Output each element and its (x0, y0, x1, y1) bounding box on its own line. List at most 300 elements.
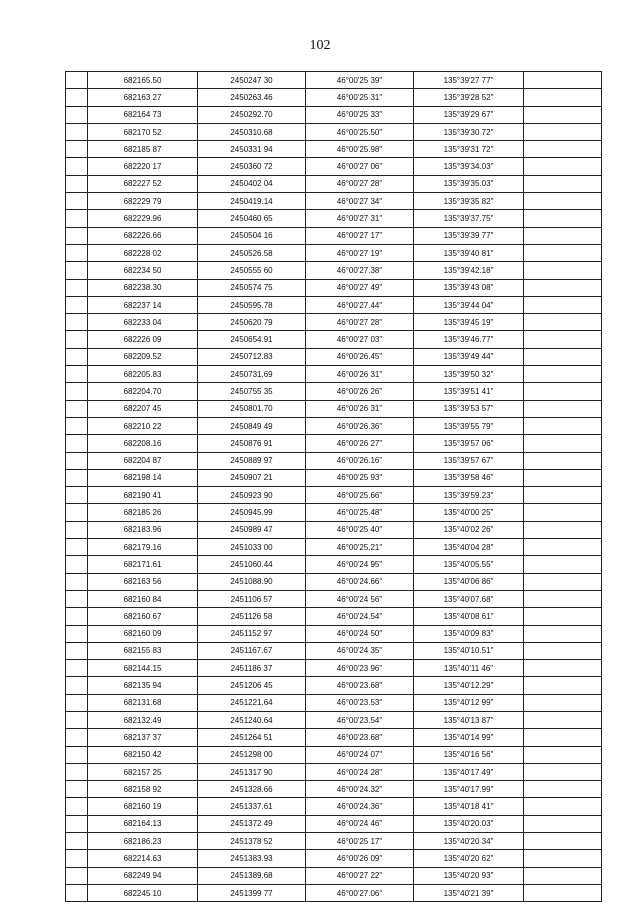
blank-cell (524, 729, 602, 746)
x-coordinate-cell: 682155 83 (88, 642, 198, 659)
latitude-cell: 46°00'27.06" (306, 884, 414, 901)
index-cell (66, 625, 88, 642)
index-cell (66, 158, 88, 175)
blank-cell (524, 158, 602, 175)
blank-cell (524, 348, 602, 365)
x-coordinate-cell: 682249 94 (88, 867, 198, 884)
x-coordinate-cell: 682190 41 (88, 487, 198, 504)
table-row (66, 521, 602, 538)
blank-cell (524, 694, 602, 711)
y-coordinate-cell: 2451399 77 (198, 884, 306, 901)
index-cell (66, 642, 88, 659)
latitude-cell: 46°00'27.44" (306, 296, 414, 313)
latitude-cell: 46°00'25 33" (306, 106, 414, 123)
x-coordinate-cell: 682185 87 (88, 141, 198, 158)
longitude-cell: 135°39'30 72" (414, 123, 524, 140)
table-row (66, 833, 602, 850)
y-coordinate-cell: 2450360 72 (198, 158, 306, 175)
index-cell (66, 400, 88, 417)
latitude-cell: 46°00'26 31" (306, 400, 414, 417)
table-row (66, 400, 602, 417)
blank-cell (524, 383, 602, 400)
blank-cell (524, 227, 602, 244)
x-coordinate-cell: 682228 02 (88, 244, 198, 261)
index-cell (66, 469, 88, 486)
blank-cell (524, 867, 602, 884)
table-row (66, 850, 602, 867)
table-row (66, 210, 602, 227)
longitude-cell: 135°40'20 62" (414, 850, 524, 867)
x-coordinate-cell: 682137 37 (88, 729, 198, 746)
table-row (66, 72, 602, 89)
y-coordinate-cell: 2451033 00 (198, 539, 306, 556)
x-coordinate-cell: 682179.16 (88, 539, 198, 556)
table-row (66, 781, 602, 798)
x-coordinate-cell: 682226.66 (88, 227, 198, 244)
blank-cell (524, 400, 602, 417)
index-cell (66, 833, 88, 850)
x-coordinate-cell: 682238.30 (88, 279, 198, 296)
table-row (66, 244, 602, 261)
blank-cell (524, 366, 602, 383)
y-coordinate-cell: 2450755 35 (198, 383, 306, 400)
x-coordinate-cell: 682227 52 (88, 175, 198, 192)
blank-cell (524, 763, 602, 780)
longitude-cell: 135°39'58 46" (414, 469, 524, 486)
index-cell (66, 383, 88, 400)
y-coordinate-cell: 2450419.14 (198, 193, 306, 210)
y-coordinate-cell: 2450292.70 (198, 106, 306, 123)
table-row (66, 746, 602, 763)
y-coordinate-cell: 2451337.61 (198, 798, 306, 815)
blank-cell (524, 556, 602, 573)
x-coordinate-cell: 682158 92 (88, 781, 198, 798)
index-cell (66, 608, 88, 625)
x-coordinate-cell: 682208.16 (88, 435, 198, 452)
x-coordinate-cell: 682214.63 (88, 850, 198, 867)
latitude-cell: 46°00'25 39" (306, 72, 414, 89)
latitude-cell: 46°00'25 31" (306, 89, 414, 106)
latitude-cell: 46°00'26.45" (306, 348, 414, 365)
blank-cell (524, 279, 602, 296)
longitude-cell: 135°39'34.03" (414, 158, 524, 175)
table-row (66, 763, 602, 780)
index-cell (66, 72, 88, 89)
latitude-cell: 46°00'27 31" (306, 210, 414, 227)
longitude-cell: 135°39'28 52" (414, 89, 524, 106)
index-cell (66, 296, 88, 313)
longitude-cell: 135°40'10.51" (414, 642, 524, 659)
latitude-cell: 46°00'24.32" (306, 781, 414, 798)
index-cell (66, 746, 88, 763)
y-coordinate-cell: 2450620 79 (198, 314, 306, 331)
x-coordinate-cell: 682233 04 (88, 314, 198, 331)
index-cell (66, 763, 88, 780)
index-cell (66, 781, 88, 798)
x-coordinate-cell: 682209.52 (88, 348, 198, 365)
table-row (66, 487, 602, 504)
x-coordinate-cell: 682170 52 (88, 123, 198, 140)
blank-cell (524, 677, 602, 694)
y-coordinate-cell: 2450247 30 (198, 72, 306, 89)
latitude-cell: 46°00'25 40" (306, 521, 414, 538)
y-coordinate-cell: 2450654.91 (198, 331, 306, 348)
x-coordinate-cell: 682135 94 (88, 677, 198, 694)
index-cell (66, 729, 88, 746)
index-cell (66, 867, 88, 884)
index-cell (66, 227, 88, 244)
blank-cell (524, 435, 602, 452)
table-row (66, 123, 602, 140)
table-row (66, 625, 602, 642)
longitude-cell: 135°39'39 77" (414, 227, 524, 244)
longitude-cell: 135°40'16 56" (414, 746, 524, 763)
y-coordinate-cell: 2451317 90 (198, 763, 306, 780)
latitude-cell: 46°00'26 09" (306, 850, 414, 867)
latitude-cell: 46°00'26.36" (306, 417, 414, 434)
table-row (66, 435, 602, 452)
y-coordinate-cell: 2450712.83 (198, 348, 306, 365)
blank-cell (524, 141, 602, 158)
table-row (66, 884, 602, 901)
y-coordinate-cell: 2450526.58 (198, 244, 306, 261)
x-coordinate-cell: 682204.70 (88, 383, 198, 400)
latitude-cell: 46°00'27 19" (306, 244, 414, 261)
table-row (66, 296, 602, 313)
table-row (66, 279, 602, 296)
latitude-cell: 46°00'23.53" (306, 694, 414, 711)
latitude-cell: 46°00'25 17" (306, 833, 414, 850)
table-row (66, 193, 602, 210)
page-number: 102 (309, 38, 331, 53)
blank-cell (524, 798, 602, 815)
longitude-cell: 135°40'02 26" (414, 521, 524, 538)
y-coordinate-cell: 2451328.66 (198, 781, 306, 798)
x-coordinate-cell: 682150 42 (88, 746, 198, 763)
table-row (66, 106, 602, 123)
x-coordinate-cell: 682163 56 (88, 573, 198, 590)
x-coordinate-cell: 682226 09 (88, 331, 198, 348)
blank-cell (524, 262, 602, 279)
x-coordinate-cell: 682160 09 (88, 625, 198, 642)
latitude-cell: 46°00'27 03" (306, 331, 414, 348)
table-row (66, 331, 602, 348)
table-row (66, 141, 602, 158)
y-coordinate-cell: 2451106 57 (198, 590, 306, 607)
longitude-cell: 135°39'35.03" (414, 175, 524, 192)
blank-cell (524, 175, 602, 192)
latitude-cell: 46°00'27 17" (306, 227, 414, 244)
coordinates-table-body (66, 72, 602, 902)
x-coordinate-cell: 682160 84 (88, 590, 198, 607)
y-coordinate-cell: 2450849 49 (198, 417, 306, 434)
table-row (66, 539, 602, 556)
longitude-cell: 135°40'09 83" (414, 625, 524, 642)
latitude-cell: 46°00'24 28" (306, 763, 414, 780)
table-row (66, 677, 602, 694)
latitude-cell: 46°00'23.54" (306, 711, 414, 728)
latitude-cell: 46°00'25.21" (306, 539, 414, 556)
y-coordinate-cell: 2451240.64 (198, 711, 306, 728)
y-coordinate-cell: 2450460 65 (198, 210, 306, 227)
latitude-cell: 46°00'23.68" (306, 677, 414, 694)
table-row (66, 158, 602, 175)
longitude-cell: 135°40'12.29" (414, 677, 524, 694)
index-cell (66, 175, 88, 192)
index-cell (66, 556, 88, 573)
longitude-cell: 135°39'37.75" (414, 210, 524, 227)
blank-cell (524, 884, 602, 901)
blank-cell (524, 72, 602, 89)
blank-cell (524, 711, 602, 728)
longitude-cell: 135°40'12 99" (414, 694, 524, 711)
y-coordinate-cell: 2451372 49 (198, 815, 306, 832)
y-coordinate-cell: 2450331 94 (198, 141, 306, 158)
longitude-cell: 135°39'49 44" (414, 348, 524, 365)
x-coordinate-cell: 682157 25 (88, 763, 198, 780)
table-row (66, 227, 602, 244)
index-cell (66, 452, 88, 469)
blank-cell (524, 89, 602, 106)
blank-cell (524, 833, 602, 850)
index-cell (66, 677, 88, 694)
table-row (66, 798, 602, 815)
latitude-cell: 46°00'26 27" (306, 435, 414, 452)
longitude-cell: 135°40'20 34" (414, 833, 524, 850)
blank-cell (524, 417, 602, 434)
latitude-cell: 46°00'27 28" (306, 175, 414, 192)
table-row (66, 590, 602, 607)
y-coordinate-cell: 2450945.99 (198, 504, 306, 521)
table-row (66, 314, 602, 331)
x-coordinate-cell: 682160 19 (88, 798, 198, 815)
coordinates-table (65, 71, 602, 902)
longitude-cell: 135°39'44 04" (414, 296, 524, 313)
index-cell (66, 262, 88, 279)
y-coordinate-cell: 2451264 51 (198, 729, 306, 746)
x-coordinate-cell: 682171.61 (88, 556, 198, 573)
longitude-cell: 135°40'20.03" (414, 815, 524, 832)
index-cell (66, 366, 88, 383)
index-cell (66, 487, 88, 504)
y-coordinate-cell: 2450801.70 (198, 400, 306, 417)
table-row (66, 175, 602, 192)
y-coordinate-cell: 2450731.69 (198, 366, 306, 383)
y-coordinate-cell: 2451167.67 (198, 642, 306, 659)
latitude-cell: 46°00'27 06" (306, 158, 414, 175)
y-coordinate-cell: 2450889 97 (198, 452, 306, 469)
longitude-cell: 135°39'55 79" (414, 417, 524, 434)
index-cell (66, 123, 88, 140)
blank-cell (524, 625, 602, 642)
longitude-cell: 135°39'43 08" (414, 279, 524, 296)
longitude-cell: 135°40'00 25" (414, 504, 524, 521)
x-coordinate-cell: 682186.23 (88, 833, 198, 850)
index-cell (66, 539, 88, 556)
index-cell (66, 435, 88, 452)
longitude-cell: 135°39'57 06" (414, 435, 524, 452)
x-coordinate-cell: 682229 79 (88, 193, 198, 210)
y-coordinate-cell: 2451060.44 (198, 556, 306, 573)
blank-cell (524, 746, 602, 763)
longitude-cell: 135°39'53 57" (414, 400, 524, 417)
table-row (66, 556, 602, 573)
index-cell (66, 106, 88, 123)
x-coordinate-cell: 682132.49 (88, 711, 198, 728)
x-coordinate-cell: 682220 17 (88, 158, 198, 175)
latitude-cell: 46°00'25.50" (306, 123, 414, 140)
longitude-cell: 135°40'08 61" (414, 608, 524, 625)
index-cell (66, 573, 88, 590)
latitude-cell: 46°00'23 96" (306, 660, 414, 677)
blank-cell (524, 244, 602, 261)
latitude-cell: 46°00'24.54" (306, 608, 414, 625)
table-row (66, 452, 602, 469)
table-row (66, 867, 602, 884)
longitude-cell: 135°40'17 49" (414, 763, 524, 780)
index-cell (66, 798, 88, 815)
blank-cell (524, 106, 602, 123)
y-coordinate-cell: 2450504 16 (198, 227, 306, 244)
y-coordinate-cell: 2451389.68 (198, 867, 306, 884)
table-row (66, 417, 602, 434)
blank-cell (524, 193, 602, 210)
y-coordinate-cell: 2450923 90 (198, 487, 306, 504)
index-cell (66, 314, 88, 331)
latitude-cell: 46°00'24 46" (306, 815, 414, 832)
index-cell (66, 331, 88, 348)
latitude-cell: 46°00'24 56" (306, 590, 414, 607)
longitude-cell: 135°39'42.18" (414, 262, 524, 279)
latitude-cell: 46°00'27 49" (306, 279, 414, 296)
index-cell (66, 504, 88, 521)
x-coordinate-cell: 682210 22 (88, 417, 198, 434)
table-row (66, 711, 602, 728)
y-coordinate-cell: 2451298 00 (198, 746, 306, 763)
y-coordinate-cell: 2451088.90 (198, 573, 306, 590)
index-cell (66, 815, 88, 832)
table-row (66, 660, 602, 677)
blank-cell (524, 296, 602, 313)
longitude-cell: 135°39'50 32" (414, 366, 524, 383)
latitude-cell: 46°00'24 50" (306, 625, 414, 642)
latitude-cell: 46°00'25 93" (306, 469, 414, 486)
blank-cell (524, 608, 602, 625)
x-coordinate-cell: 682204 87 (88, 452, 198, 469)
y-coordinate-cell: 2450574 75 (198, 279, 306, 296)
latitude-cell: 46°00'26 31" (306, 366, 414, 383)
y-coordinate-cell: 2450263.46 (198, 89, 306, 106)
table-row (66, 573, 602, 590)
table-row (66, 469, 602, 486)
longitude-cell: 135°39'29 67" (414, 106, 524, 123)
blank-cell (524, 469, 602, 486)
blank-cell (524, 487, 602, 504)
index-cell (66, 417, 88, 434)
longitude-cell: 135°39'51 41" (414, 383, 524, 400)
y-coordinate-cell: 2451378 52 (198, 833, 306, 850)
longitude-cell: 135°40'17.99" (414, 781, 524, 798)
blank-cell (524, 314, 602, 331)
longitude-cell: 135°40'06 86" (414, 573, 524, 590)
x-coordinate-cell: 682205.83 (88, 366, 198, 383)
x-coordinate-cell: 682245 10 (88, 884, 198, 901)
x-coordinate-cell: 682234 50 (88, 262, 198, 279)
y-coordinate-cell: 2450907 21 (198, 469, 306, 486)
y-coordinate-cell: 2450402 04 (198, 175, 306, 192)
table-row (66, 383, 602, 400)
table-row (66, 348, 602, 365)
longitude-cell: 135°39'45 19" (414, 314, 524, 331)
longitude-cell: 135°40'20 93" (414, 867, 524, 884)
y-coordinate-cell: 2451126 58 (198, 608, 306, 625)
latitude-cell: 46°00'25.48" (306, 504, 414, 521)
longitude-cell: 135°40'13 87" (414, 711, 524, 728)
table-row (66, 694, 602, 711)
longitude-cell: 135°40'18 41" (414, 798, 524, 815)
blank-cell (524, 504, 602, 521)
y-coordinate-cell: 2451186 37 (198, 660, 306, 677)
y-coordinate-cell: 2450555 60 (198, 262, 306, 279)
y-coordinate-cell: 2450989 47 (198, 521, 306, 538)
index-cell (66, 244, 88, 261)
blank-cell (524, 539, 602, 556)
longitude-cell: 135°39'27 77" (414, 72, 524, 89)
x-coordinate-cell: 682185 26 (88, 504, 198, 521)
x-coordinate-cell: 682164 73 (88, 106, 198, 123)
longitude-cell: 135°40'04 28" (414, 539, 524, 556)
longitude-cell: 135°39'59.23" (414, 487, 524, 504)
y-coordinate-cell: 2450876 91 (198, 435, 306, 452)
y-coordinate-cell: 2451152 97 (198, 625, 306, 642)
index-cell (66, 141, 88, 158)
index-cell (66, 521, 88, 538)
latitude-cell: 46°00'27.38" (306, 262, 414, 279)
x-coordinate-cell: 682131.68 (88, 694, 198, 711)
x-coordinate-cell: 682237 14 (88, 296, 198, 313)
longitude-cell: 135°40'07.68" (414, 590, 524, 607)
x-coordinate-cell: 682229.96 (88, 210, 198, 227)
index-cell (66, 348, 88, 365)
longitude-cell: 135°40'14 99" (414, 729, 524, 746)
table-row (66, 366, 602, 383)
index-cell (66, 694, 88, 711)
y-coordinate-cell: 2451221.64 (198, 694, 306, 711)
y-coordinate-cell: 2451206 45 (198, 677, 306, 694)
table-row (66, 642, 602, 659)
longitude-cell: 135°39'31 72" (414, 141, 524, 158)
blank-cell (524, 573, 602, 590)
longitude-cell: 135°40'11 46" (414, 660, 524, 677)
blank-cell (524, 660, 602, 677)
longitude-cell: 135°39'46.77" (414, 331, 524, 348)
index-cell (66, 590, 88, 607)
table-row (66, 504, 602, 521)
y-coordinate-cell: 2450310.68 (198, 123, 306, 140)
blank-cell (524, 642, 602, 659)
index-cell (66, 884, 88, 901)
index-cell (66, 711, 88, 728)
longitude-cell: 135°39'57 67" (414, 452, 524, 469)
x-coordinate-cell: 682160 67 (88, 608, 198, 625)
latitude-cell: 46°00'25.66" (306, 487, 414, 504)
longitude-cell: 135°40'21 39" (414, 884, 524, 901)
latitude-cell: 46°00'27 28" (306, 314, 414, 331)
x-coordinate-cell: 682164.13 (88, 815, 198, 832)
index-cell (66, 193, 88, 210)
index-cell (66, 89, 88, 106)
latitude-cell: 46°00'27 22" (306, 867, 414, 884)
